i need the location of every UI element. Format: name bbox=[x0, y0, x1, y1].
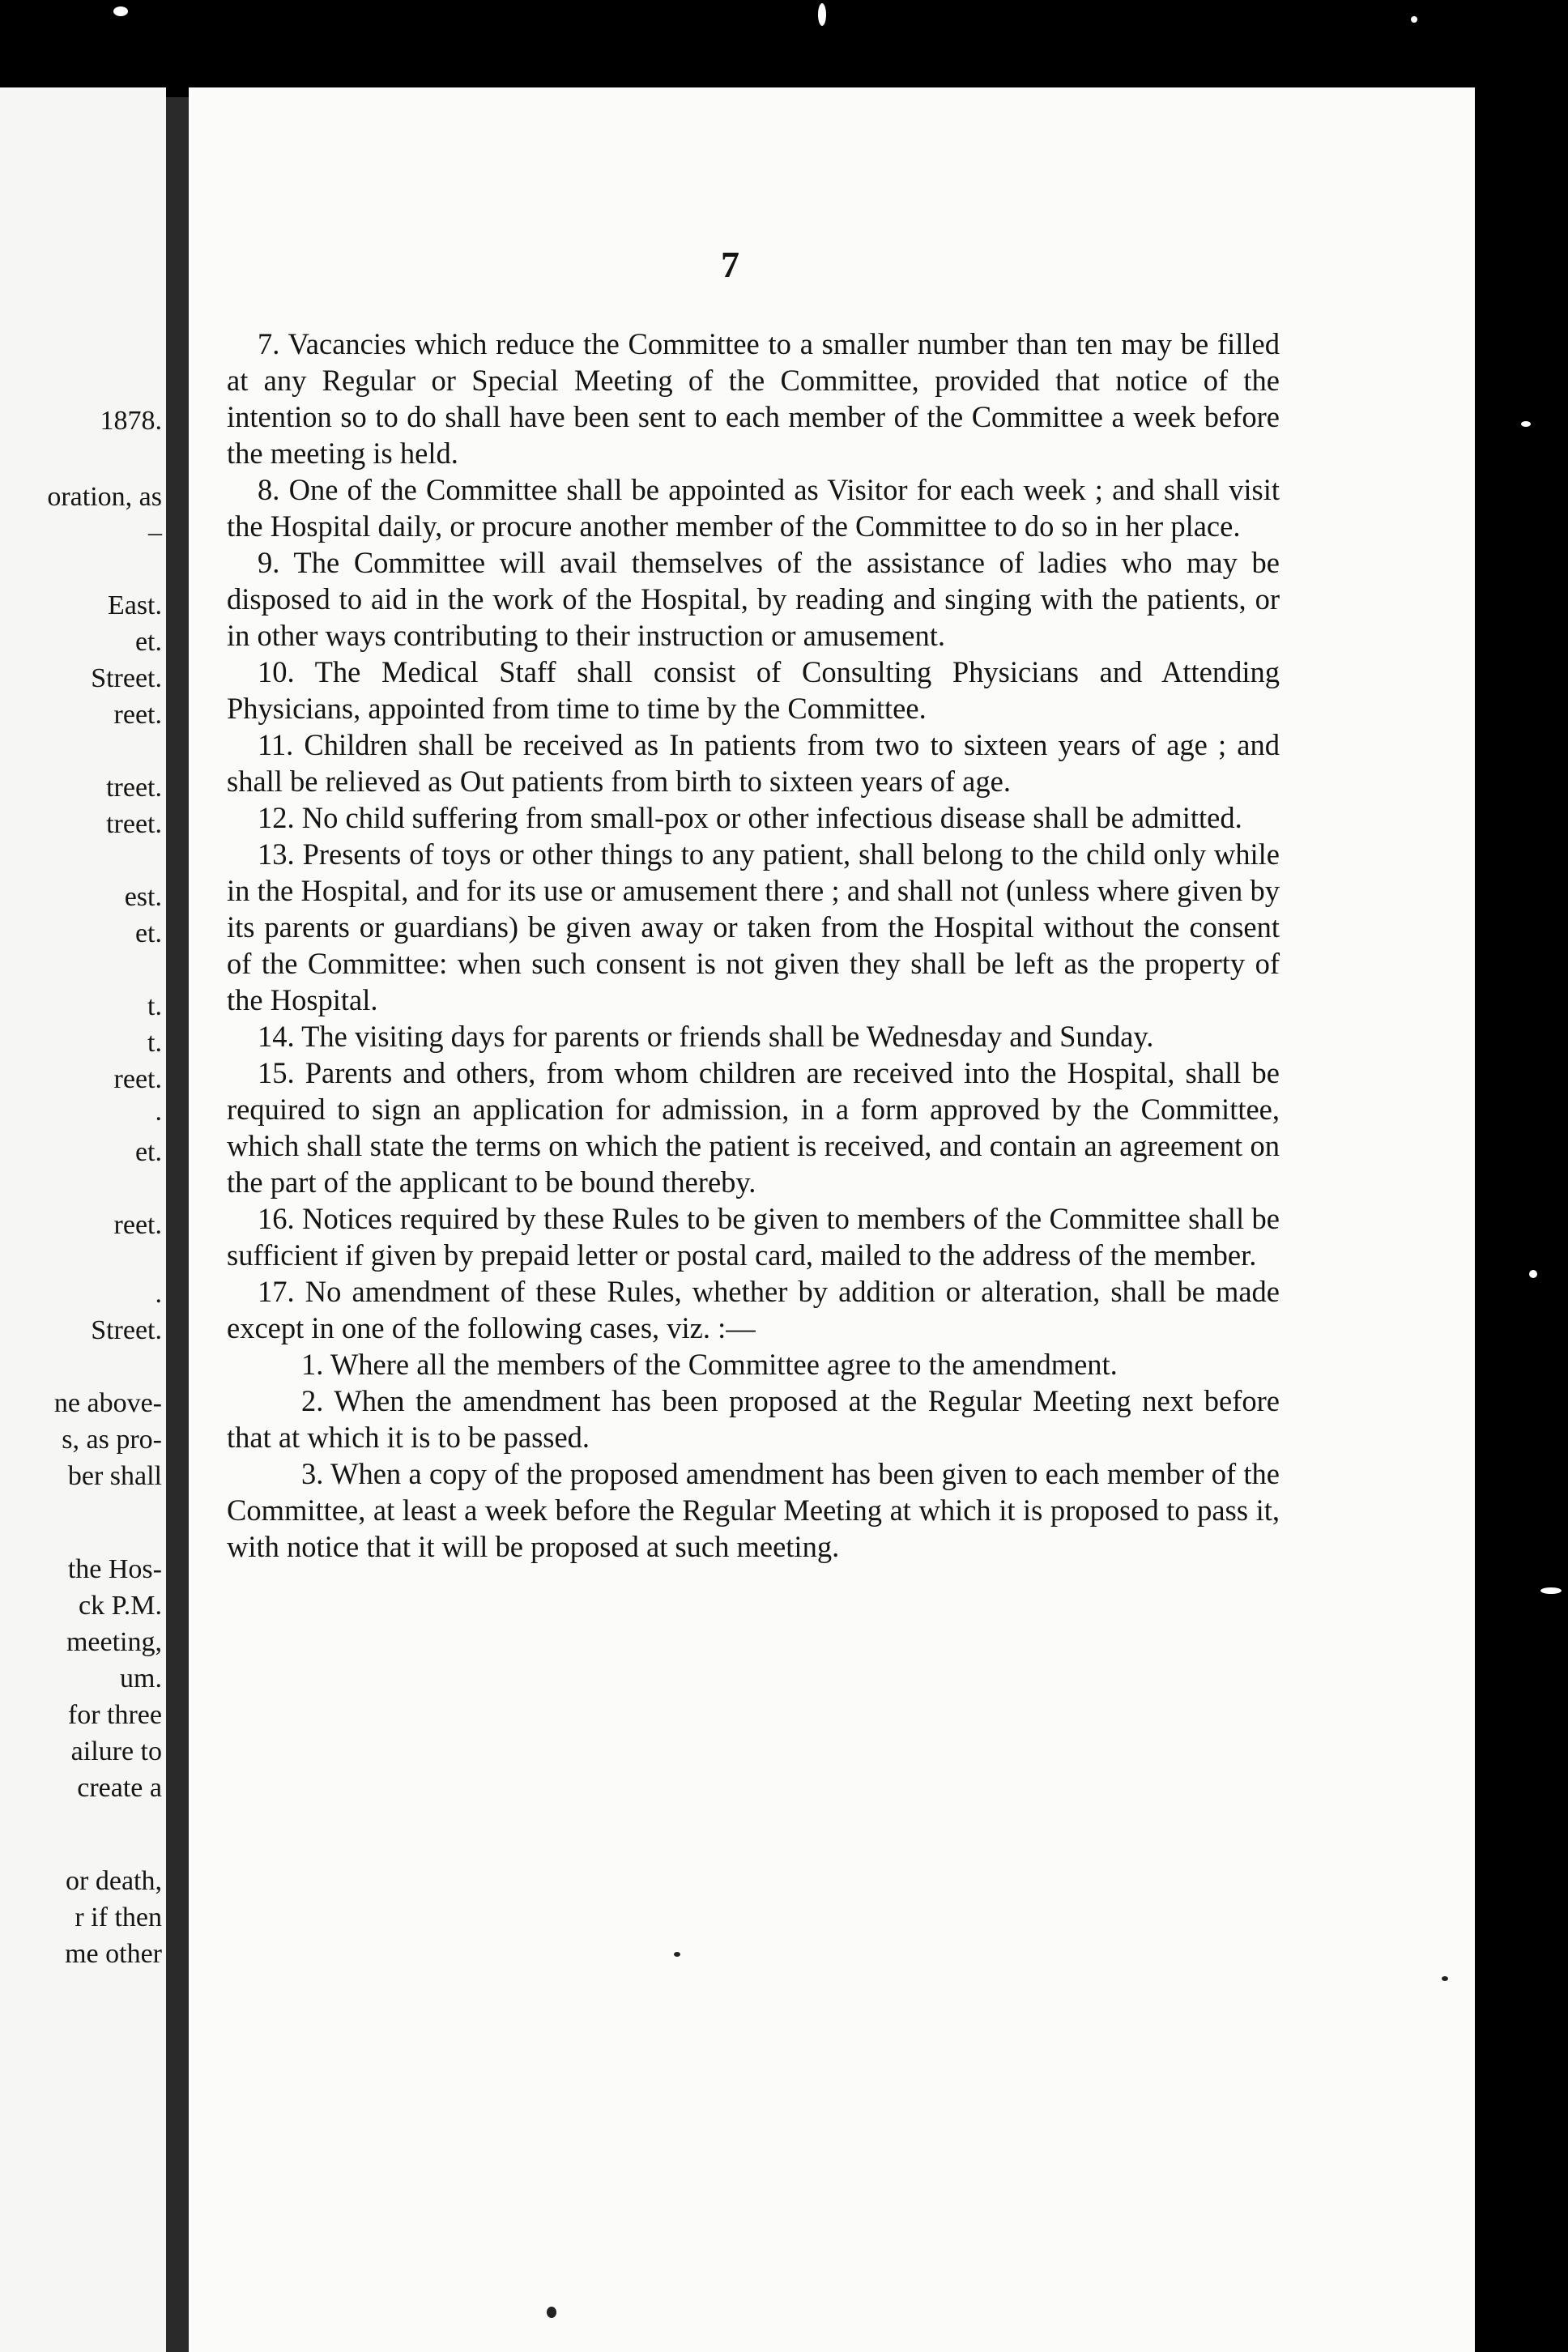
left-page-line: ck P.M. bbox=[79, 1591, 162, 1621]
scan-speck bbox=[1411, 16, 1417, 23]
left-page-line: reet. bbox=[113, 1210, 162, 1240]
scan-speck bbox=[113, 6, 128, 16]
rule-paragraph: 12. No child suffering from small-pox or other infectious disease shall be admitted. bbox=[258, 801, 1242, 834]
left-page-line: . bbox=[155, 1279, 162, 1309]
rule-paragraph: 10. The Medical Staff shall consist of Consulting Physicians and Attending Physicians, appointed from time to time by the Committee. bbox=[227, 655, 1280, 725]
left-page-line: me other bbox=[65, 1939, 162, 1969]
scan-speck bbox=[1442, 1976, 1448, 1981]
left-page-line: treet. bbox=[106, 809, 162, 839]
rule-paragraph: 7. Vacancies which reduce the Committee to a smaller number than ten may be filled at any Regular or Special Meeting of the Committee, provided that notice of the intention so to do shall have been sent to each member of the Committee a week before the meeting is held. bbox=[227, 327, 1280, 470]
rules-text bbox=[227, 326, 1280, 1565]
left-page-line: t. bbox=[147, 991, 162, 1021]
amendment-case: 2. When the amendment has been proposed at the Regular Meeting next before that at which it is to be passed. bbox=[227, 1384, 1280, 1454]
left-page-line: – bbox=[148, 518, 162, 548]
left-page-line: ailure to bbox=[70, 1736, 162, 1766]
rule-paragraph: 17. No amendment of these Rules, whether by addition or alteration, shall be made except in one of the following cases, viz. :— bbox=[227, 1275, 1280, 1344]
scan-speck bbox=[547, 2307, 556, 2318]
left-page-line: or death, bbox=[66, 1866, 162, 1896]
rule-paragraph: 14. The visiting days for parents or friends shall be Wednesday and Sunday. bbox=[258, 1020, 1154, 1053]
scan-speck bbox=[1529, 1270, 1537, 1278]
left-page-line: ber shall bbox=[67, 1461, 162, 1491]
left-page-line: 1878. bbox=[100, 406, 162, 436]
left-page-line: the Hos- bbox=[67, 1554, 162, 1584]
left-page-line: et. bbox=[134, 1137, 162, 1167]
scan-speck bbox=[1540, 1587, 1562, 1594]
left-page-line: um. bbox=[120, 1664, 162, 1694]
left-page-line: treet. bbox=[106, 773, 162, 803]
left-page-line: t. bbox=[147, 1028, 162, 1058]
rule-paragraph: 11. Children shall be received as In patients from two to sixteen years of age ; and shall be relieved as Out patients from birth to sixteen years of age. bbox=[227, 728, 1280, 798]
left-page-line: . bbox=[155, 1097, 162, 1127]
left-page-line: r if then bbox=[75, 1902, 162, 1932]
left-page-line: Street. bbox=[91, 1315, 162, 1345]
left-page-line: Street. bbox=[91, 663, 162, 693]
left-facing-page bbox=[0, 87, 166, 2352]
left-page-line: et. bbox=[134, 627, 162, 657]
scan-speck bbox=[674, 1952, 680, 1957]
amendment-case: 3. When a copy of the proposed amendment has been given to each member of the Committee, at least a week before the Regular Meeting at which it is proposed to pass it, with notice that it will be proposed at such meeting. bbox=[227, 1457, 1280, 1563]
page-number: 7 bbox=[721, 244, 739, 285]
left-page-line: East. bbox=[107, 590, 162, 620]
left-page-line: oration, as bbox=[47, 482, 162, 512]
left-page-line: et. bbox=[134, 918, 162, 948]
book-gutter bbox=[166, 97, 190, 2352]
rule-paragraph: 9. The Committee will avail themselves of the assistance of ladies who may be disposed to aid in the work of the Hospital, by reading and singing with the patients, or in other ways contributing to their instruction or amusement. bbox=[227, 546, 1280, 652]
left-page-line: s, as pro- bbox=[62, 1425, 162, 1455]
left-page-line: for three bbox=[67, 1700, 162, 1730]
left-page-line: create a bbox=[77, 1773, 162, 1803]
left-page-line: est. bbox=[124, 882, 162, 912]
left-page-line: meeting, bbox=[66, 1627, 162, 1657]
rule-paragraph: 8. One of the Committee shall be appointed as Visitor for each week ; and shall visit the Hospital daily, or procure another member of the Committee to do so in her place. bbox=[227, 473, 1280, 543]
amendment-case: 1. Where all the members of the Committee agree to the amendment. bbox=[301, 1348, 1118, 1381]
rule-paragraph: 16. Notices required by these Rules to be given to members of the Committee shall be sufficient if given by prepaid letter or postal card, mailed to the address of the member. bbox=[227, 1202, 1280, 1272]
rule-paragraph: 13. Presents of toys or other things to any patient, shall belong to the child only while in the Hospital, and for its use or amusement there ; and shall not (unless where given by its parents or guardians) be given away or taken from the Hospital without the consent of the Committee: when such consent is not given they shall be left as the property of the Hospital. bbox=[227, 837, 1280, 1016]
rule-paragraph: 15. Parents and others, from whom children are received into the Hospital, shall be required to sign an application for admission, in a form approved by the Committee, which shall state the terms on which the patient is received, and contain an agreement on the part of the applicant to be bound thereby. bbox=[227, 1056, 1280, 1199]
scan-speck bbox=[1521, 421, 1531, 427]
left-page-line: ne above- bbox=[53, 1388, 162, 1418]
scan-speck bbox=[818, 3, 826, 26]
left-page-line: reet. bbox=[113, 700, 162, 730]
left-page-line: reet. bbox=[113, 1064, 162, 1094]
